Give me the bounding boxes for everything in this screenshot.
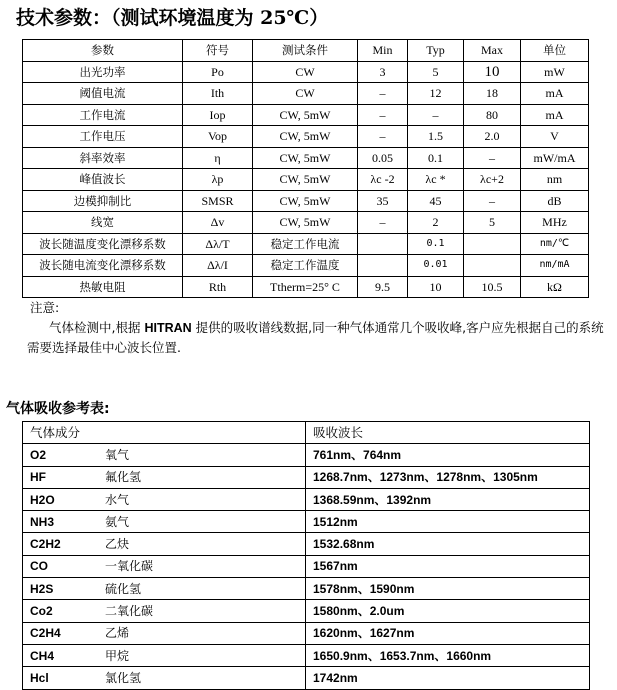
spec-cell-symbol: Ith [183, 83, 253, 105]
gas-formula: HF [30, 470, 46, 485]
gas-row [23, 644, 590, 666]
gas-formula: C2H4 [30, 626, 61, 641]
spec-cell-parameter: 阈值电流 [23, 83, 183, 105]
notes-label: 注意: [30, 300, 60, 315]
spec-row [23, 104, 589, 126]
spec-cell-typ: – [408, 104, 464, 126]
notes-paragraph [27, 318, 615, 358]
spec-cell-max: 2.0 [464, 126, 521, 148]
spec-cell-unit: MHz [521, 212, 589, 234]
spec-cell-condition: CW, 5mW [253, 212, 358, 234]
spec-cell-unit: kΩ [521, 276, 589, 298]
spec-cell-unit: dB [521, 190, 589, 212]
spec-cell-condition: CW, 5mW [253, 104, 358, 126]
gas-name: 氯化氢 [105, 670, 142, 685]
spec-cell-unit: nm/℃ [521, 233, 589, 255]
spec-cell-min [358, 255, 408, 277]
gas-component-cell [23, 533, 306, 555]
spec-cell-parameter: 线宽 [23, 212, 183, 234]
spec-cell-unit: mW/mA [521, 147, 589, 169]
spec-cell-symbol: Δv [183, 212, 253, 234]
spec-row [23, 212, 589, 234]
gas-wavelengths: 1578nm、1590nm [306, 578, 590, 600]
spec-row [23, 190, 589, 212]
spec-cell-max: 10.5 [464, 276, 521, 298]
spec-cell-min: 9.5 [358, 276, 408, 298]
spec-cell-parameter: 工作电压 [23, 126, 183, 148]
gas-name: 乙炔 [105, 537, 130, 552]
gas-row [23, 444, 590, 466]
spec-cell-max: – [464, 147, 521, 169]
gas-component-cell [23, 578, 306, 600]
spec-cell-typ: 45 [408, 190, 464, 212]
spec-row [23, 83, 589, 105]
gas-header-row [23, 422, 590, 444]
gas-row [23, 533, 590, 555]
gas-name: 二氧化碳 [105, 604, 154, 619]
gas-formula: O2 [30, 447, 47, 462]
spec-header-max: Max [464, 40, 521, 62]
spec-cell-parameter: 热敏电阻 [23, 276, 183, 298]
spec-cell-symbol: SMSR [183, 190, 253, 212]
gas-component-cell [23, 667, 306, 689]
gas-component-cell [23, 444, 306, 466]
gas-wavelengths: 1512nm [306, 511, 590, 533]
spec-cell-max [464, 255, 521, 277]
gas-row [23, 466, 590, 488]
spec-cell-typ: 1.5 [408, 126, 464, 148]
gas-row [23, 488, 590, 510]
gas-formula: NH3 [30, 514, 55, 529]
spec-header-typ: Typ [408, 40, 464, 62]
spec-cell-typ: 5 [408, 61, 464, 83]
gas-name: 甲烷 [105, 648, 130, 663]
spec-cell-parameter: 斜率效率 [23, 147, 183, 169]
gas-name: 氟化氢 [105, 470, 142, 485]
gas-row [23, 622, 590, 644]
gas-name: 水气 [105, 492, 130, 507]
spec-row [23, 169, 589, 191]
spec-cell-condition: CW [253, 83, 358, 105]
spec-cell-typ: 12 [408, 83, 464, 105]
spec-cell-condition: Ttherm=25° C [253, 276, 358, 298]
gas-formula: CH4 [30, 648, 55, 663]
gas-row [23, 511, 590, 533]
notes [27, 298, 615, 358]
gas-row [23, 555, 590, 577]
spec-cell-parameter: 出光功率 [23, 61, 183, 83]
spec-header-unit: 单位 [521, 40, 589, 62]
gas-name: 氨气 [105, 514, 130, 529]
gas-component-cell [23, 622, 306, 644]
spec-cell-symbol: Iop [183, 104, 253, 126]
spec-row [23, 147, 589, 169]
spec-cell-condition: 稳定工作温度 [253, 255, 358, 277]
spec-cell-unit: mW [521, 61, 589, 83]
spec-cell-min [358, 233, 408, 255]
spec-cell-condition: CW [253, 61, 358, 83]
spec-cell-max: λc+2 [464, 169, 521, 191]
spec-cell-min: λc -2 [358, 169, 408, 191]
spec-cell-symbol: Rth [183, 276, 253, 298]
gas-formula: CO [30, 559, 48, 574]
spec-header-parameter: 参数 [23, 40, 183, 62]
gas-component-cell [23, 511, 306, 533]
notes-text-after: 提供的吸收谱线数据,同一种气体通常几个吸收峰,客户应先根据自己的系统需要选择最佳中心波长位置. [27, 320, 604, 355]
spec-cell-min: 3 [358, 61, 408, 83]
gas-formula: H2O [30, 492, 55, 507]
spec-cell-parameter: 波长随温度变化漂移系数 [23, 233, 183, 255]
gas-row [23, 578, 590, 600]
notes-highlight: HITRAN [144, 321, 192, 335]
spec-header-symbol: 符号 [183, 40, 253, 62]
spec-header-row [23, 40, 589, 62]
spec-cell-parameter: 波长随电流变化漂移系数 [23, 255, 183, 277]
spec-cell-condition: CW, 5mW [253, 169, 358, 191]
spec-cell-typ: 10 [408, 276, 464, 298]
spec-row [23, 61, 589, 83]
page-title: 技术参数：（测试环境温度为 25℃） [16, 7, 329, 29]
notes-text-before: 气体检测中,根据 [49, 320, 145, 335]
spec-row [23, 233, 589, 255]
gas-formula: H2S [30, 581, 54, 596]
spec-cell-typ: 0.01 [408, 255, 464, 277]
gas-wavelengths: 1742nm [306, 667, 590, 689]
spec-cell-unit: V [521, 126, 589, 148]
gas-wavelengths: 761nm、764nm [306, 444, 590, 466]
spec-cell-parameter: 工作电流 [23, 104, 183, 126]
gas-table [22, 421, 590, 690]
spec-cell-condition: CW, 5mW [253, 190, 358, 212]
gas-wavelengths: 1620nm、1627nm [306, 622, 590, 644]
spec-cell-max: 5 [464, 212, 521, 234]
gas-header-component: 气体成分 [23, 422, 306, 444]
gas-section-title: 气体吸收参考表: [6, 401, 110, 417]
gas-wavelengths: 1532.68nm [306, 533, 590, 555]
spec-cell-min: – [358, 83, 408, 105]
spec-cell-symbol: Po [183, 61, 253, 83]
spec-cell-symbol: Δλ/T [183, 233, 253, 255]
gas-component-cell [23, 466, 306, 488]
spec-cell-max [464, 233, 521, 255]
spec-row [23, 276, 589, 298]
gas-formula: C2H2 [30, 537, 61, 552]
spec-cell-symbol: λp [183, 169, 253, 191]
gas-formula: Hcl [30, 670, 49, 685]
spec-cell-max: – [464, 190, 521, 212]
gas-name: 硫化氢 [105, 581, 142, 596]
spec-cell-min: 0.05 [358, 147, 408, 169]
gas-row [23, 600, 590, 622]
gas-wavelengths: 1368.59nm、1392nm [306, 488, 590, 510]
gas-wavelengths: 1268.7nm、1273nm、1278nm、1305nm [306, 466, 590, 488]
spec-cell-unit: nm/mA [521, 255, 589, 277]
spec-row [23, 126, 589, 148]
spec-cell-typ: 0.1 [408, 233, 464, 255]
spec-cell-max: 80 [464, 104, 521, 126]
gas-component-cell [23, 488, 306, 510]
gas-row [23, 667, 590, 689]
spec-cell-parameter: 边模抑制比 [23, 190, 183, 212]
spec-cell-symbol: η [183, 147, 253, 169]
spec-row [23, 255, 589, 277]
spec-cell-typ: λc * [408, 169, 464, 191]
spec-header-min: Min [358, 40, 408, 62]
gas-wavelengths: 1650.9nm、1653.7nm、1660nm [306, 644, 590, 666]
gas-name: 一氧化碳 [105, 559, 154, 574]
spec-cell-min: – [358, 104, 408, 126]
spec-cell-min: – [358, 126, 408, 148]
spec-table [22, 39, 589, 298]
spec-cell-max: 18 [464, 83, 521, 105]
gas-wavelengths: 1567nm [306, 555, 590, 577]
spec-cell-condition: CW, 5mW [253, 126, 358, 148]
spec-cell-typ: 0.1 [408, 147, 464, 169]
spec-cell-symbol: Δλ/I [183, 255, 253, 277]
spec-cell-typ: 2 [408, 212, 464, 234]
spec-header-condition: 测试条件 [253, 40, 358, 62]
spec-cell-condition: CW, 5mW [253, 147, 358, 169]
gas-header-wavelength: 吸收波长 [306, 422, 590, 444]
spec-cell-symbol: Vop [183, 126, 253, 148]
spec-cell-min: – [358, 212, 408, 234]
gas-component-cell [23, 644, 306, 666]
gas-component-cell [23, 555, 306, 577]
spec-cell-min: 35 [358, 190, 408, 212]
gas-formula: Co2 [30, 604, 53, 619]
spec-cell-max: 10 [464, 61, 521, 83]
gas-wavelengths: 1580nm、2.0um [306, 600, 590, 622]
gas-name: 乙烯 [105, 626, 130, 641]
spec-cell-unit: mA [521, 83, 589, 105]
spec-cell-unit: mA [521, 104, 589, 126]
gas-component-cell [23, 600, 306, 622]
spec-cell-parameter: 峰值波长 [23, 169, 183, 191]
gas-name: 氧气 [105, 447, 130, 462]
spec-cell-condition: 稳定工作电流 [253, 233, 358, 255]
spec-cell-unit: nm [521, 169, 589, 191]
